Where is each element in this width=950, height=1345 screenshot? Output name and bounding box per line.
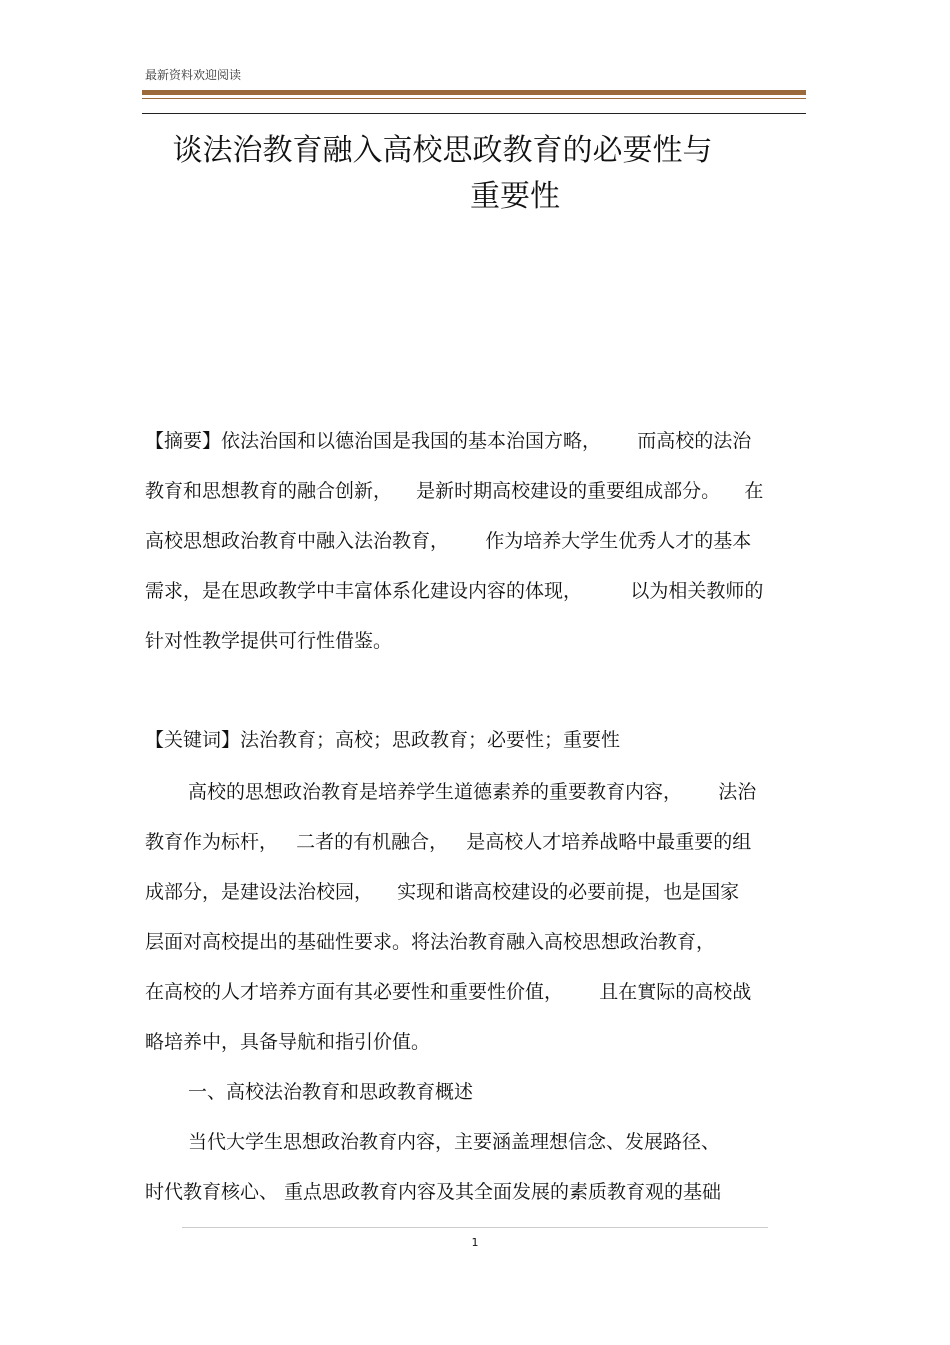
top-rule [142,113,806,114]
body-line: 略培养中，具备导航和指引价值。 [145,1031,431,1053]
abstract [145,416,805,666]
abstract-line: 针对性教学提供可行性借鉴。 [145,630,393,652]
section-heading: 一、高校法治教育和思政教育概述 [188,1081,474,1103]
abstract-line: 需求，是在思政教学中丰富体系化建设内容的体现， 以为相关教师的 [145,580,764,602]
body-line: 教育作为标杆， 二者的有机融合， 是高校人才培养战略中最重要的组 [145,831,752,853]
title-line-1: 谈法治教育融入高校思政教育的必要性与 [172,133,713,168]
abstract-line: 教育和思想教育的融合创新， 是新时期高校建设的重要组成部分。 在 [145,480,764,502]
body-line: 在高校的人才培养方面有其必要性和重要性价值， 且在實际的高校战 [145,981,752,1003]
body-line: 时代教育核心、 重点思政教育内容及其全面发展的素质教育观的基础 [145,1181,722,1203]
abstract-line: 高校思想政治教育中融入法治教育， 作为培养大学生优秀人才的基本 [145,530,752,552]
header-rule [142,90,806,95]
document-title [145,128,805,220]
abstract-line: 【摘要】依法治国和以德治国是我国的基本治国方略， 而高校的法治 [145,430,752,452]
header-label: 最新资料欢迎阅读 [145,68,242,82]
keywords [145,715,805,765]
body-line: 当代大学生思想政治教育内容，主要涵盖理想信念、发展路径、 [188,1131,721,1153]
body-line: 成部分，是建设法治校园， 实现和谐高校建设的必要前提，也是国家 [145,881,740,903]
header-rule-thin [142,98,806,99]
title-line-2: 重要性 [470,179,560,214]
body-line: 高校的思想政治教育是培养学生道德素养的重要教育内容， 法治 [188,781,757,803]
body-text [145,767,805,1217]
keywords-line: 【关键词】法治教育；高校；思政教育；必要性；重要性 [145,729,621,751]
footer-rule [182,1227,768,1228]
page-number: 1 [471,1236,479,1249]
body-line: 层面对高校提出的基础性要求。将法治教育融入高校思想政治教育， [145,931,716,953]
